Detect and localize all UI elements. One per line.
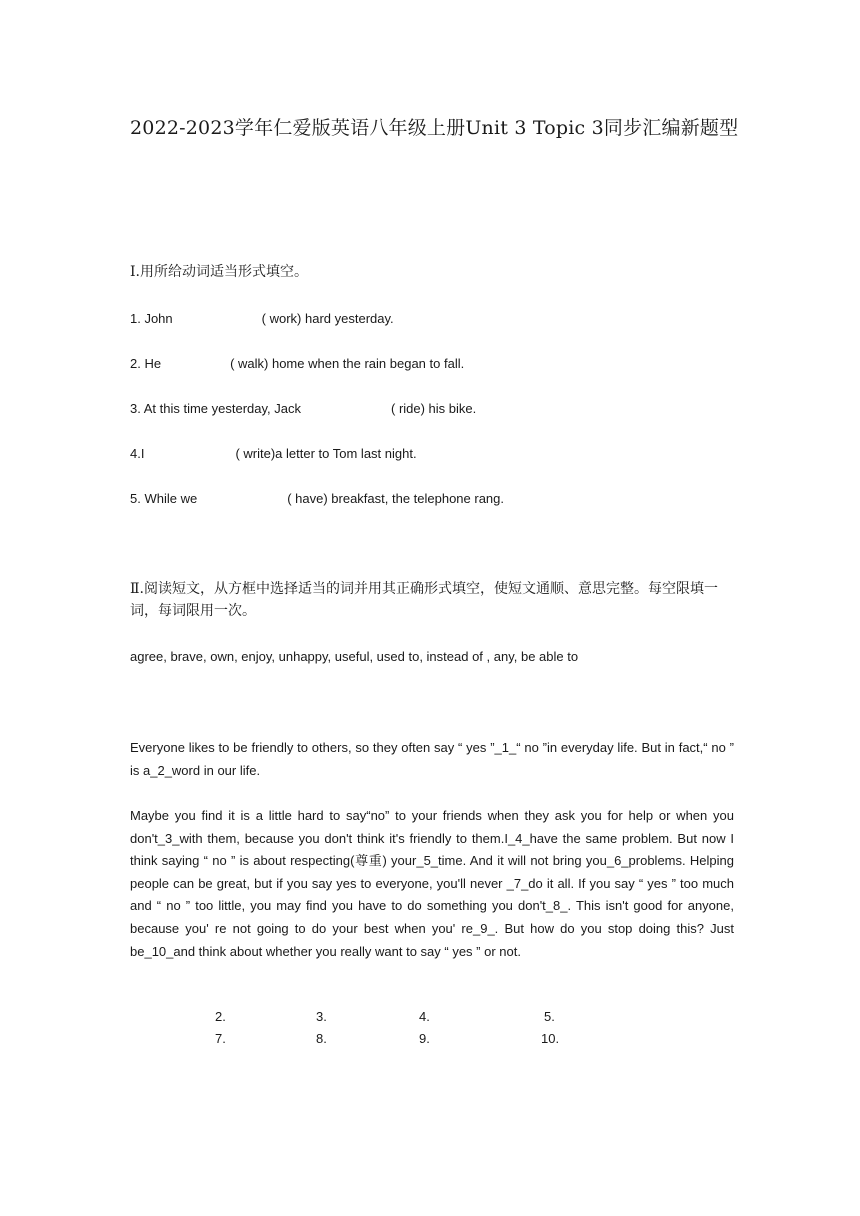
section-2-heading: Ⅱ.阅读短文，从方框中选择适当的词并用其正确形式填空，使短文通顺、意思完整。每空限填一词，每词限用一次。 (130, 581, 718, 619)
answer-label: 4. (419, 1009, 430, 1024)
answer-label: 3. (316, 1009, 327, 1024)
exercise-4-prefix: 4.I (130, 446, 145, 461)
exercise-2-prefix: 2. He (130, 356, 162, 371)
exercise-1 (130, 310, 394, 328)
answer-label: 2. (215, 1009, 226, 1024)
exercise-1-suffix: ( work) hard yesterday. (261, 311, 394, 326)
passage-paragraph-2: Maybe you find it is a little hard to say“no” to your friends when they ask you for help or when you don't_3_with them, because you don't think it's friendly to them.I_4_have the same problem. But now I think saying “ no ” is about respecting(尊重) your_5_time. And it will not bring you_6_problems. Helping people can be great, but if you say yes to everyone, you'll never _7_do it all. If you say “ yes ” too much and “ no ” too little, you may find you have to do something you don't_8_. This isn't good for anyone, because you' re not going to do your best when you' re_9_. But how do you stop doing this? Just be_10_and think about whether you really want to say “ yes ” or not. (130, 808, 734, 959)
exercise-2-suffix: ( walk) home when the rain began to fall. (230, 356, 465, 371)
exercise-3 (130, 400, 476, 418)
word-box: agree, brave, own, enjoy, unhappy, useful, used to, instead of , any, be able to (130, 649, 579, 664)
document-title: 2022-2023学年仁爱版英语八年级上册Unit 3 Topic 3同步汇编新题型 (130, 117, 739, 139)
answer-label: 8. (316, 1031, 327, 1046)
section-1-heading: Ⅰ.用所给动词适当形式填空。 (130, 264, 308, 280)
exercise-4-suffix: ( write)a letter to Tom last night. (235, 446, 417, 461)
passage-paragraph-1: Everyone likes to be friendly to others, so they often say “ yes ”_1_“ no ”in everyday life. But in fact,“ no ” is a_2_word in our life. (130, 740, 734, 778)
exercise-5 (130, 490, 504, 508)
answer-label: 9. (419, 1031, 430, 1046)
exercise-1-prefix: 1. John (130, 311, 173, 326)
exercise-5-suffix: ( have) breakfast, the telephone rang. (287, 491, 505, 506)
answer-label: 7. (215, 1031, 226, 1046)
exercise-3-suffix: ( ride) his bike. (391, 401, 477, 416)
exercise-5-prefix: 5. While we (130, 491, 198, 506)
answer-label: 5. (544, 1009, 555, 1024)
answer-label: 10. (541, 1031, 560, 1046)
exercise-2 (130, 355, 464, 373)
exercise-4 (130, 445, 417, 463)
exercise-3-prefix: 3. At this time yesterday, Jack (130, 401, 301, 416)
